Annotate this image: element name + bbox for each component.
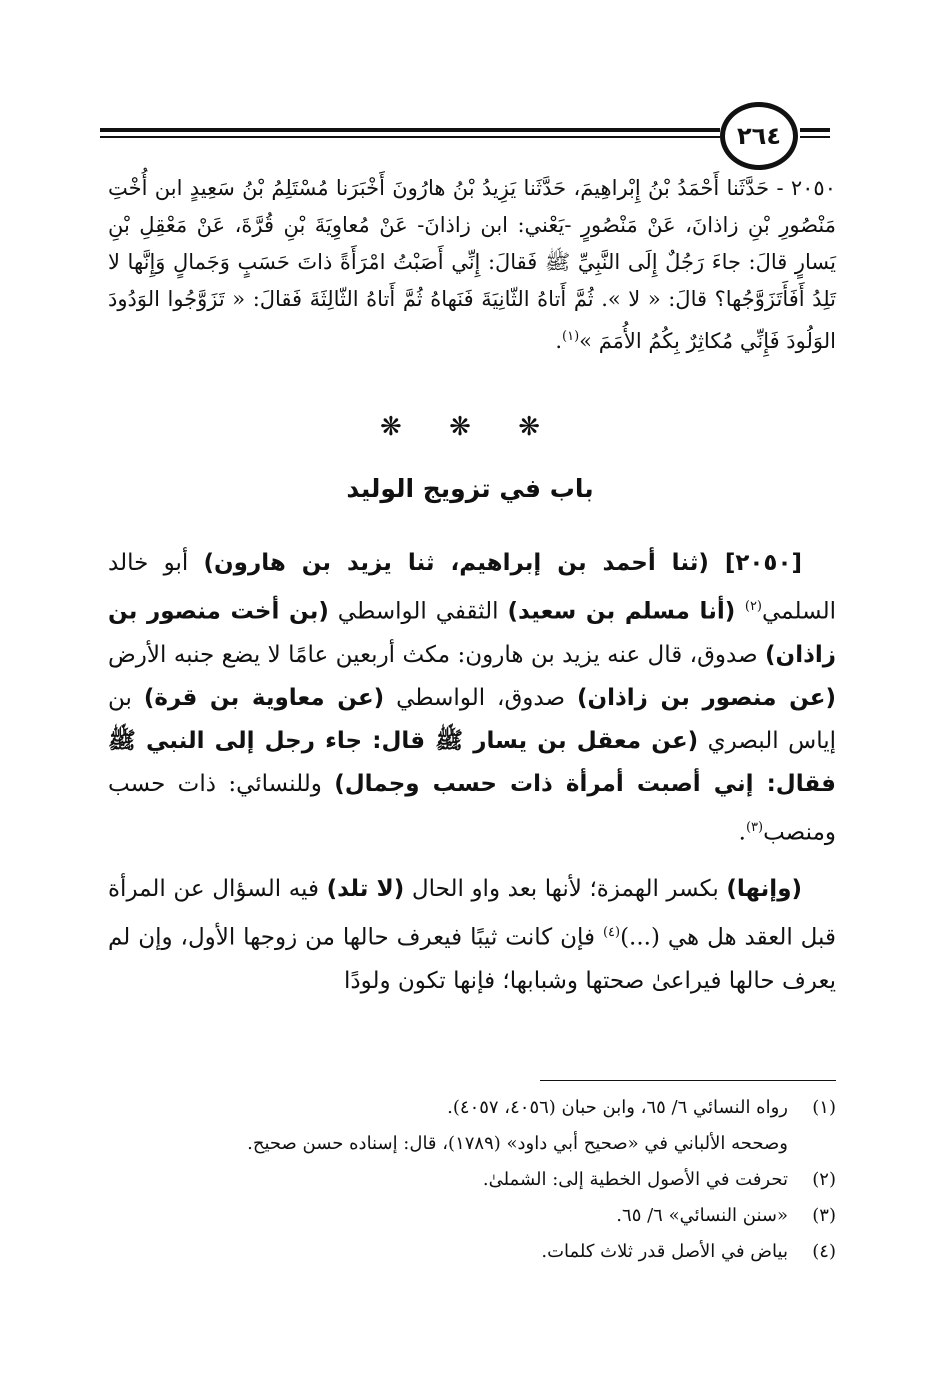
quoted-text: (أنا مسلم بن سعيد) — [507, 598, 745, 625]
footnote-text: «سنن النسائي» ٦/ ٦٥. — [616, 1205, 788, 1226]
header-rule-stub-thin — [800, 136, 830, 138]
quoted-text: (عن منصور بن زاذان) — [576, 684, 836, 711]
header-rule-thick — [100, 128, 720, 132]
commentary-text: صدوق، الواسطي — [384, 684, 577, 711]
footnote — [150, 1234, 836, 1270]
footnotes — [150, 1090, 836, 1270]
commentary-paragraph — [108, 868, 836, 1003]
star-ornament: ❋ — [380, 412, 402, 442]
footnote-number: (٤) — [812, 1241, 836, 1262]
star-ornament: ❋ — [449, 412, 471, 442]
page-number: ٢٦٤ — [720, 102, 798, 170]
footnote — [150, 1090, 836, 1126]
footnote-number: (١) — [812, 1097, 836, 1118]
commentary-text: وللنسائي: ذات حسب ومنصب — [108, 770, 836, 846]
commentary-paragraph — [108, 542, 836, 854]
star-ornament: ❋ — [518, 412, 540, 442]
page-header — [100, 100, 835, 170]
commentary — [108, 542, 836, 1003]
commentary-text: الثقفي الواسطي — [328, 598, 508, 625]
footnote-ref-3: (٣) — [745, 819, 764, 835]
footnote-number: (٣) — [812, 1205, 836, 1226]
quoted-text: (وإنها) — [726, 876, 803, 903]
commentary-text: صدوق، قال عنه يزيد بن هارون: مكث أربعين عامًا لا يضع جنبه الأرض — [108, 641, 766, 668]
footnote-ref-1: (١) — [562, 329, 580, 344]
footnote — [150, 1198, 836, 1234]
footnote-continuation — [150, 1126, 836, 1162]
footnote — [150, 1162, 836, 1198]
quoted-text: (بن أخت منصور بن زاذان) — [108, 598, 837, 668]
commentary-text: فإن كانت ثيبًا فيعرف حالها من زوجها الأول، وإن لم يعرف حالها فيراعىٰ صحتها وشبابها؛ فإنها تكون ولودًا — [108, 924, 836, 994]
commentary-text: بكسر الهمزة؛ لأنها بعد واو الحال — [404, 876, 727, 903]
hadith-body: ٢٠٥٠ - حَدَّثَنا أَحْمَدُ بْنُ إِبْراهِيمَ، حَدَّثَنا يَزِيدُ بْنُ هارُونَ أَخْبَرَنا مُسْتَلِمُ بْنُ سَعِيدٍ ابن أُخْتِ مَنْصُورِ بْنِ زاذانَ، عَنْ مَنْصُورٍ -يَعْني: ابن زاذانَ- عَنْ مُعاوِيَةَ بْنِ قُرَّةَ، عَنْ مَعْقِلِ بْنِ يَسارٍ قالَ: جاءَ رَجُلٌ إِلَى النَّبِيِّ ﷺ فَقالَ: إِنِّي أَصَبْتُ امْرَأَةً ذاتَ حَسَبٍ وَجَمالٍ وَإِنَّها لا تَلِدُ أَفَأَتَزَوَّجُها؟ قالَ: « لا ». ثُمَّ أَتاهُ الثّانِيَةَ فَنَهاهُ ثُمَّ أَتاهُ الثّالِثَةَ فَقالَ: « تَزَوَّجُوا الوَدُودَ الوَلُودَ فَإِنِّي مُكاثِرٌ بِكُمُ الأُمَمَ » — [108, 176, 836, 353]
footnote-text: وصححه الألباني في «صحيح أبي داود» (١٧٨٩)، قال: إسناده حسن صحيح. — [247, 1133, 788, 1154]
footnote-text: رواه النسائي ٦/ ٦٥، وابن حبان (٤٠٥٦، ٤٠٥٧). — [447, 1097, 788, 1118]
footnote-divider — [540, 1080, 836, 1081]
quoted-text: (لا تلد) — [326, 876, 405, 903]
footnote-ref-4: (٤) — [602, 925, 621, 941]
header-rule-thin — [100, 136, 720, 138]
quoted-text: (عن معاوية بن قرة) — [143, 684, 385, 711]
commentary-text: . — [738, 819, 746, 846]
header-rule-stub-thick — [800, 128, 830, 132]
footnote-number: (٢) — [812, 1169, 836, 1190]
quoted-text: [٢٠٥٠] (ثنا أحمد بن إبراهيم، ثنا يزيد بن هارون) — [203, 550, 802, 576]
footnote-text: بياض في الأصل قدر ثلاث كلمات. — [541, 1241, 788, 1262]
quoted-text: (عن معقل بن يسار ﷺ قال: جاء رجل إلى النبي ﷺ فقال: إني أصبت أمرأة ذات حسب وجمال) — [108, 727, 836, 797]
commentary-text: فيه السؤال عن المرأة قبل العقد هل هي (...) — [108, 876, 836, 951]
hadith-text — [108, 170, 836, 360]
chapter-title: باب في تزويج الوليد — [346, 474, 594, 503]
footnote-ref-2: (٢) — [744, 599, 762, 614]
footnote-text: تحرفت في الأصول الخطية إلى: الشملىٰ. — [482, 1169, 788, 1190]
hadith-end: . — [555, 329, 563, 353]
section-separator — [380, 412, 540, 442]
commentary-text: أبو خالد السلمي — [108, 550, 836, 625]
commentary-text: بن إياس البصري — [108, 684, 836, 754]
